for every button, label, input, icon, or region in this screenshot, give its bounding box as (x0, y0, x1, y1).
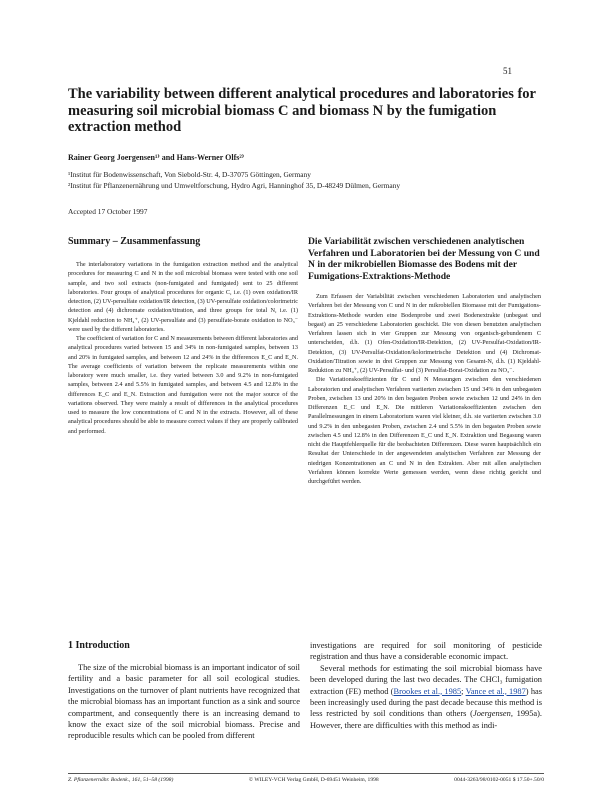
citation-author: Joergensen (472, 709, 511, 719)
summary-section (68, 236, 298, 436)
introduction-body-right (310, 640, 542, 731)
summary-heading: Summary – Zusammenfassung (68, 236, 201, 247)
introduction-paragraph: investigations are required for soil monitoring of pesticide registration and thus have a considerable economic impact. (310, 641, 542, 662)
introduction-section-right (310, 640, 542, 731)
zusammenfassung-paragraph: Zum Erfassen der Variabilität zwischen verschiedenen Laboratorien und analytischen Verfahren bei der Messung von C und N in der mikrobiellen Biomasse mit der Fumigations-Extraktions-Methode wurden eine Bodenprobe und zwei Bodenextrakte (unbegast und begast) an 25 verschiedene Laboratorien geschickt. Die von diesen benutzten analytischen Verfahren lassen sich in vier Gruppen zur Messung von organisch-gebundenem C unterscheiden, d.h. (1) Ofen-Oxidation/IR-Detektion, (2) UV-Persulfat-Oxidation/IR-Detektion, (3) UV-Persulfat-Oxidation/kolorimetrische Detektion und (4) Dichromat-Oxidation/Titration sowie in drei Gruppen zur Messung von Gesamt-N, d.h. (1) Kjeldahl-Reduktion zu NH₄⁺, (2) UV-Persulfat- und (3) Persulfat-Borat-Oxidation zu NO₃⁻. (308, 293, 541, 374)
affiliation-2: ²Institut für Pflanzenernährung und Umweltforschung, Hydro Agri, Hanninghof 35, D-48249 Dülmen, Germany (68, 181, 401, 190)
accepted-date: Accepted 17 October 1997 (68, 207, 148, 216)
zusammenfassung-paragraph: Die Variationskoeffizienten für C und N Messungen zwischen den verschiedenen Laboratorien und analytischen Verfahren variierten zwischen 15 und 34% in den unbegasten Proben, zwischen 13 und 20% in den begasten Proben sowie zwischen 12 und 24% in den Differenzen E_C und E_N. Die mittleren Variationskoeffizienten zwischen den Parallelmessungen in einem Laboratorium waren viel kleiner, d.h. sie variierten zwischen 3.0 und 9.2% in den unbegasten Proben, zwischen 2.4 und 5.5% in den begasten Proben sowie zwischen 4.5 und 12.8% in den Differenzen E_C und E_N. Extraktion und Begasung waren nicht die Hauptfehlerquelle für die beobachteten Differenzen. Diese waren hauptsächlich ein Resultat der Unterschiede in der angewendeten analytischen Verfahren zur Messung der niedrigen Konzentrationen an C und N in den Extrakten. Aber mit allen analytischen Verfahren können korrekte Werte gemessen werden, wenn diese richtig geeicht und durchgeführt werden. (308, 376, 541, 485)
summary-paragraph: The coefficient of variation for C and N measurements between different laboratories and analytical procedures varied between 15 and 34% in non-fumigated samples, between 13 and 20% in fumigated samples, and between 12 and 24% in the differences E_C and E_N. The average coefficients of variation between the replicate measurements within one laboratory were much smaller, i.e. they varied between 3.0 and 9.2% in non-fumigated samples, between 2.4 and 5.5% in fumigated samples, and between 4.5 and 12.8% in the differences E_C and E_N. Extraction and fumigation were not the major source of the variations observed. They were mainly a result of differences in the analytical procedures used to measure the low concentrations of C and N in the extracts. However, all of these analytical procedures should be able to measure correct values if they are properly calibrated and performed. (68, 335, 298, 435)
footer-journal: Z. Pflanzenernähr. Bodenk., 161, 51–58 (1998) (68, 777, 174, 783)
article-title: The variability between different analytical procedures and laboratories for measuring soil microbial biomass C and biomass N by the fumigation extraction method (68, 86, 536, 135)
citation-link[interactable]: Vance et al., 1987 (465, 686, 526, 696)
zusammenfassung-section (308, 236, 541, 486)
footer-issn: 0044-3263/98/0102-0051 $ 17.50+.50/0 (454, 777, 544, 783)
text-run: ; (461, 686, 466, 696)
summary-paragraph: The interlaboratory variations in the fumigation extraction method and the analytical procedures for measuring C and N in the soil microbial biomass were tested with one soil sample, and two soil extracts (non-fumigated and fumigated) sent to 25 different laboratories. Four groups of analytical procedures for organic C, i.e. (1) oven oxidation/IR detection, (2) UV-persulfate oxidation/IR detection, (3) UV-persulfate oxidation/colorimetric detection and (4) dichromate oxidation/titration, and three groups for total N, i.e. (1) Kjeldahl reduction to NH₄⁺, (2) UV-persulfate and (3) persulfate-borate oxidation to NO₃⁻ were used by the different laboratories. (68, 261, 298, 333)
introduction-section-left (68, 640, 300, 742)
introduction-heading: 1 Introduction (68, 640, 130, 651)
text-run: , 1995a). However, there are difficulties with this method as indi- (310, 709, 543, 730)
text-run: Several methods for estimating the soil microbial biomass have been developed during the last two decades. The CHCl₃ fumigation extraction (FE) method ( (310, 663, 542, 696)
page-number: 51 (503, 66, 512, 76)
page-footer (68, 773, 544, 783)
text-run: ) has been increasingly used during the past decade because this method is less restricted by soil conditions than others ( (310, 686, 542, 719)
summary-body (68, 260, 298, 436)
affiliation-1: ¹Institut für Bodenwissenschaft, Von Siebold-Str. 4, D-37075 Göttingen, Germany (68, 170, 311, 179)
footer-publisher: © WILEY-VCH Verlag GmbH, D-69451 Weinheim, 1998 (248, 777, 379, 783)
zusammenfassung-heading: Die Variabilität zwischen verschiedenen analytischen Verfahren und Laboratorien bei der Messung von C und N in der mikrobiellen Biomasse des Bodens mit der Fumigations-Extraktions-Methode (308, 236, 540, 282)
introduction-paragraph: The size of the microbial biomass is an important indicator of soil fertility and a basic parameter for all soil ecological studies. Investigations on the turnover of plant nutrients have recognized that the microbial biomass has an important function as a sink and source compartment, and consequently there is an increasing demand to know the exact size of the soil microbial biomass. Precise and reproducible results which can be pooled from different (68, 663, 300, 741)
zusammenfassung-body (308, 292, 541, 486)
introduction-paragraph (310, 663, 542, 731)
citation-link[interactable]: Brookes et al., 1985 (393, 686, 462, 696)
introduction-body-left (68, 662, 300, 742)
authors: Rainer Georg Joergensen¹⁾ and Hans-Werner Olfs²⁾ (68, 153, 245, 162)
